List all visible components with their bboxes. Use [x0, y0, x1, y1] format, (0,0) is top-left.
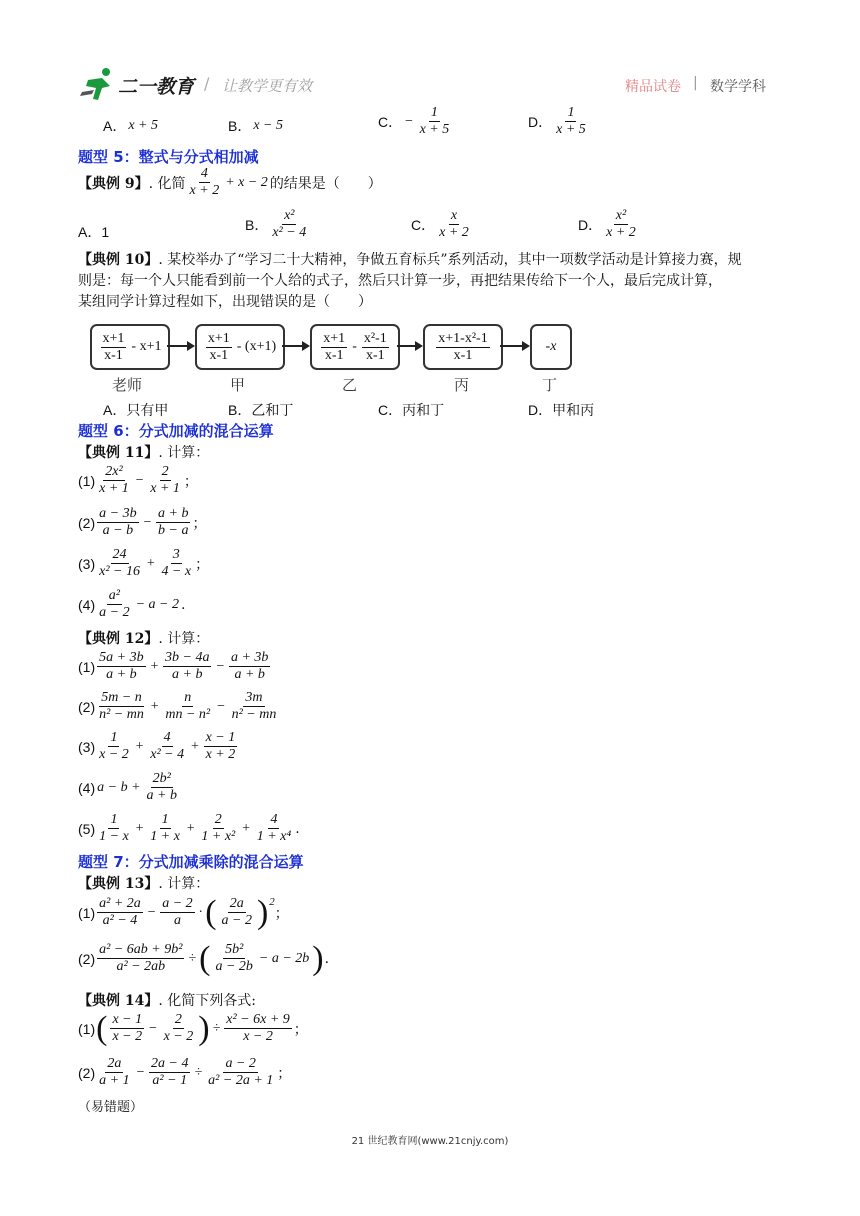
fraction: $\frac{\text{a²}}{a - 2}$ [99, 588, 130, 620]
fraction: $\frac{n}{\text{mn − n²}}$ [165, 690, 211, 722]
fraction: $\frac{1}{x - 2}$ [99, 730, 129, 762]
section-7-title: 题型 7：分式加减乘除的混合运算 [78, 853, 304, 871]
ex13-item-2: (2) $\frac{\text{a² − 6ab + 9b²}}{\text{a² − 2ab}}$ ÷ ( $\frac{\text{5b²}}{a - 2b}$ − a − 2b ) . [78, 939, 330, 977]
logo-text: 二一教育 [118, 76, 195, 98]
ex12-item-1: (1) $\frac{5a + 3b}{a + b}$ + $\frac{3b - 4a}{a + b}$ − $\frac{a + 3b}{a + b}$ [78, 650, 269, 682]
fraction: $\frac{3m}{\text{n² − mn}}$ [231, 690, 277, 722]
top-option-a: A． x + 5 [103, 118, 159, 134]
ex9-option-a: A．1 [78, 224, 110, 240]
example-11: 【典例 11】. 计算： [78, 445, 210, 461]
flow-arrow [282, 345, 308, 347]
fraction: $\frac{a - 3b}{a - b}$ [99, 506, 137, 538]
ex12-item-5: (5) $\frac{1}{1 - x}$ + $\frac{1}{1 + x}$ + $\frac{2}{\text{1 + x²}}$ + $\frac{4}{\text{1 + x⁴}}$ . [78, 812, 300, 844]
top-option-c: C． − $\frac{1}{x + 5}$ [378, 105, 450, 137]
ex14-item-2: (2) $\frac{2a}{a + 1}$ − $\frac{2a - 4}{\text{a² − 1}}$ ÷ $\frac{a - 2}{\text{a² − 2a + 1}}$ ； [78, 1056, 292, 1088]
ex12-item-3: (3) $\frac{1}{x - 2}$ + $\frac{4}{\text{x² − 4}}$ + $\frac{x - 1}{x + 2}$ [78, 730, 236, 762]
slogan: 让教学更有效 [222, 77, 313, 95]
header-label-subject: 数学学科 [710, 79, 766, 95]
fraction: $\frac{4}{\text{1 + x⁴}}$ [256, 812, 292, 844]
flow-box-ding: -x [530, 324, 572, 370]
fraction: $\frac{2}{x - 2}$ [163, 1012, 194, 1044]
top-option-d: D． $\frac{1}{x + 5}$ [528, 105, 586, 137]
ex9-option-b: B． $\frac{\text{x²}}{\text{x² − 4}}$ [245, 208, 307, 240]
fraction: $\frac{4}{x + 2}$ [189, 166, 220, 198]
fraction: $\frac{\text{a² − 6ab + 9b²}}{\text{a² − 2ab}}$ [99, 942, 183, 974]
fraction: $\frac{\text{x² − 6x + 9}}{x - 2}$ [226, 1012, 290, 1044]
fraction: $\frac{1}{1 - x}$ [99, 812, 129, 844]
fraction: $\frac{2a}{a - 2}$ [221, 896, 252, 928]
fraction: $\frac{4}{\text{x² − 4}}$ [150, 730, 185, 762]
fraction: $\frac{\text{2b²}}{a + b}$ [146, 771, 177, 803]
fraction: $\frac{5m - n}{\text{n² − mn}}$ [99, 690, 144, 722]
fraction: $\frac{2a}{a + 1}$ [99, 1056, 130, 1088]
ex9-option-c: C． $\frac{x}{x + 2}$ [411, 208, 469, 240]
section-5-title: 题型 5：整式与分式相加减 [78, 148, 259, 166]
fraction: $\frac{1}{x + 5}$ [556, 105, 586, 137]
fraction: $\frac{a + b}{b - a}$ [158, 506, 189, 538]
ex14-item-1: (1) ( $\frac{x - 1}{x - 2}$ − $\frac{2}{x - 2}$ ) ÷ $\frac{\text{x² − 6x + 9}}{x - 2}$ ； [78, 1009, 308, 1047]
ex13-item-1: (1) $\frac{\text{a² + 2a}}{\text{a² − 4}}$ − $\frac{a - 2}{a}$ · ( $\frac{2a}{a - 2}$ ) 2 ； [78, 893, 289, 931]
fraction: $\frac{\text{2x²}}{x + 1}$ [99, 464, 129, 496]
fraction: $\frac{\text{a² + 2a}}{\text{a² − 4}}$ [99, 896, 141, 928]
fraction: $\frac{24}{\text{x² − 16}}$ [99, 547, 140, 579]
ex10-option-b: B．乙和丁 [228, 402, 294, 418]
header-divider: / [204, 74, 210, 93]
example-9: 【典例 9】 . 化简 $\frac{4}{x + 2}$ + x − 2 的结果是（ ） [78, 166, 382, 198]
fraction: $\frac{a - 2}{a}$ [162, 896, 193, 928]
flow-label-ding: 丁 [542, 376, 558, 394]
flow-label-jia: 甲 [230, 376, 246, 394]
flow-arrow [167, 345, 193, 347]
ex9-option-d: D． $\frac{\text{x²}}{x + 2}$ [578, 208, 636, 240]
flow-box-bing: $\frac{\text{x+1-x²-1}}{x-1}$ [423, 324, 503, 370]
flow-box-yi: $\frac{x+1}{x-1}$ - $\frac{\text{x²-1}}{x-1}$ [310, 324, 400, 370]
fraction: $\frac{3b - 4a}{a + b}$ [165, 650, 210, 682]
footer-text: 21 世纪教育网(www.21cnjy.com) [351, 1136, 509, 1147]
example-14: 【典例 14】. 化简下列各式: [78, 993, 256, 1009]
ex11-item-2: (2) $\frac{a - 3b}{a - b}$ − $\frac{a + b}{b - a}$ ； [78, 506, 207, 538]
ex10-option-d: D．甲和丙 [528, 402, 595, 418]
header [80, 66, 780, 106]
fraction: $\frac{2}{x + 1}$ [150, 464, 180, 496]
flow-label-bing: 丙 [454, 376, 470, 394]
fraction: $\frac{\text{5b²}}{a - 2b}$ [215, 942, 253, 974]
ex10-option-c: C．丙和丁 [378, 402, 445, 418]
flow-box-teacher: $\frac{x+1}{x-1}$ - x+1 [90, 324, 170, 370]
flow-box-jia: $\frac{x+1}{x-1}$ - (x+1) [195, 324, 285, 370]
header-separator: | [693, 75, 698, 91]
fraction: $\frac{x - 1}{x + 2}$ [205, 730, 236, 762]
flow-label-yi: 乙 [342, 376, 358, 394]
fraction: $\frac{\text{x²}}{x + 2}$ [606, 208, 636, 240]
example-10: 【典例 10】. 某校举办了“学习二十大精神，争做五育标兵”系列活动，其中一项数学活动是计算接力赛，规 则是：每一个人只能看到前一个人给的式子，然后只计算一步，再把结果传给下一个人，最后完成计算， 某组同学计算过程如下，出现错误的是（ ） [78, 252, 742, 310]
fraction: $\frac{1}{1 + x}$ [150, 812, 180, 844]
fraction: $\frac{1}{x + 5}$ [419, 105, 450, 137]
ex12-item-2: (2) $\frac{5m - n}{\text{n² − mn}}$ + $\frac{n}{\text{mn − n²}}$ − $\frac{3m}{\text{n² − mn}}$ [78, 690, 277, 722]
fraction: $\frac{3}{4 - x}$ [161, 547, 192, 579]
fraction: $\frac{a + 3b}{a + b}$ [230, 650, 269, 682]
header-label-premium: 精品试卷 [625, 79, 681, 95]
ex10-option-a: A．只有甲 [103, 402, 169, 418]
fraction: $\frac{x - 1}{x - 2}$ [112, 1012, 143, 1044]
fraction: $\frac{a - 2}{\text{a² − 2a + 1}}$ [208, 1056, 274, 1088]
example-13: 【典例 13】. 计算： [78, 876, 210, 892]
error-prone-note: （易错题） [78, 1100, 144, 1115]
fraction: $\frac{\text{x²}}{\text{x² − 4}}$ [272, 208, 307, 240]
ex11-item-1: (1) $\frac{\text{2x²}}{x + 1}$ − $\frac{2}{x + 1}$ ； [78, 464, 198, 496]
example-12: 【典例 12】. 计算： [78, 631, 210, 647]
fraction: $\frac{2}{\text{1 + x²}}$ [201, 812, 236, 844]
fraction: $\frac{2a - 4}{\text{a² − 1}}$ [151, 1056, 189, 1088]
ex11-item-4: (4) $\frac{\text{a²}}{a - 2}$ − a − 2 . [78, 588, 186, 620]
fraction: $\frac{5a + 3b}{a + b}$ [99, 650, 144, 682]
top-option-b: B． x − 5 [228, 118, 284, 134]
section-6-title: 题型 6：分式加减的混合运算 [78, 422, 274, 440]
runner-logo-icon [80, 66, 120, 102]
ex12-item-4: (4) a − b + $\frac{\text{2b²}}{a + b}$ [78, 771, 177, 803]
fraction: $\frac{x}{x + 2}$ [439, 208, 469, 240]
flow-label-teacher: 老师 [112, 376, 143, 394]
flow-arrow [397, 345, 421, 347]
flow-arrow [500, 345, 528, 347]
ex11-item-3: (3) $\frac{24}{\text{x² − 16}}$ + $\frac{3}{4 - x}$ ； [78, 547, 210, 579]
